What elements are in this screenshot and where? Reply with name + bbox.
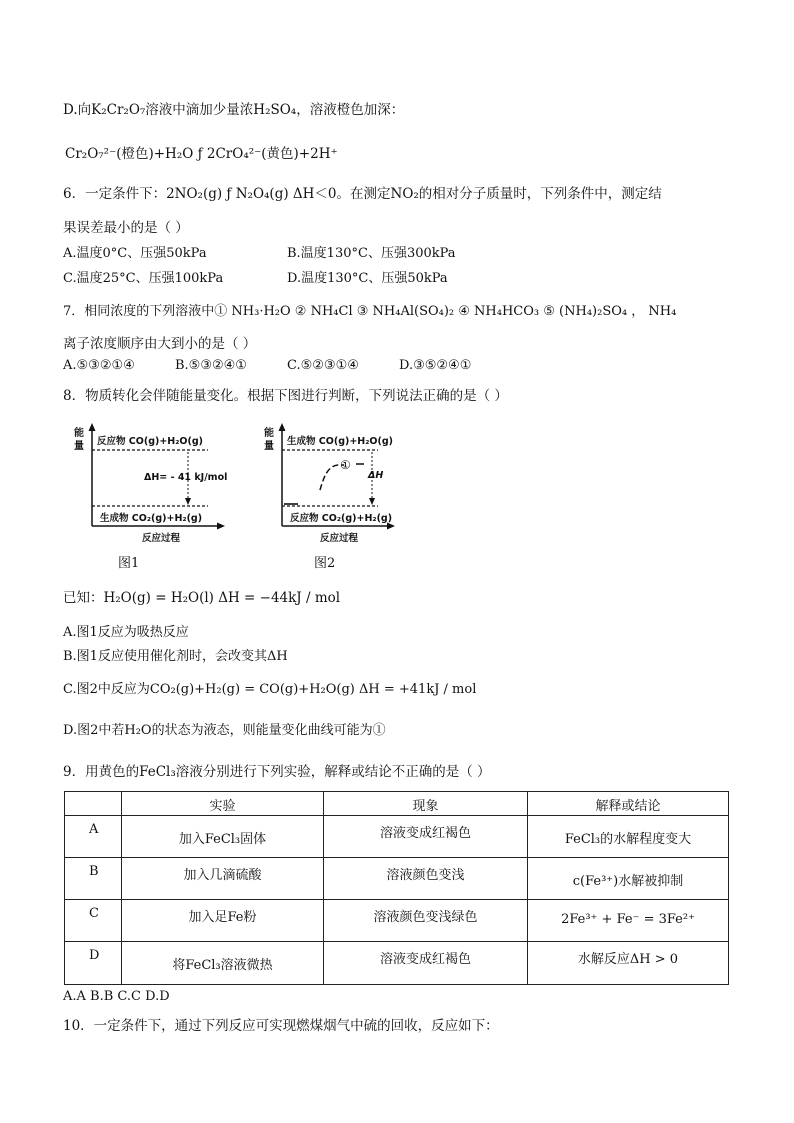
q7-stem-line1: 7．相同浓度的下列溶液中① NH₃·H₂O ② NH₄Cl ③ NH₄Al(SO₄)₂ ④ NH₄HCO₃ ⑤ (NH₄)₂SO₄ ， NH₄ <box>63 304 677 319</box>
table-cell: 2Fe³⁺ + Fe⁻ = 3Fe²⁺ <box>528 900 728 942</box>
fig1-top-level-label: 反应物 CO(g)+H₂O(g) <box>97 436 203 447</box>
table-cell: 溶液变成红褐色 <box>324 942 528 984</box>
table-cell: 加入FeCl₃固体 <box>122 816 324 858</box>
fig2-bottom-level-label: 反应物 CO₂(g)+H₂(g) <box>290 513 393 524</box>
q7-option-d: D.③⑤②④① <box>399 358 472 373</box>
q6-stem-line2: 果误差最小的是（ ） <box>63 220 189 236</box>
table-header-cell <box>65 792 122 816</box>
table-cell: 水解反应ΔH > 0 <box>577 952 679 967</box>
q6-stem-line1: 6．一定条件下：2NO₂(g) ƒ N₂O₄(g) ΔH＜0。在测定NO₂的相对分子质量时，下列条件中，测定结 <box>63 186 662 202</box>
q6-option-a: A.温度0°C、压强50kPa <box>63 246 207 261</box>
table-cell: 加入几滴硫酸 <box>122 858 324 900</box>
table-cell: c(Fe³⁺)水解被抑制 <box>528 858 728 900</box>
table-cell: 溶液颜色变浅绿色 <box>324 900 528 942</box>
fig1-x-label: 反应过程 <box>142 533 181 544</box>
table-cell: 将FeCl₃溶液微热 <box>122 942 324 984</box>
fig2-caption: 图2 <box>314 556 336 571</box>
q6-option-c: C.温度25°C、压强100kPa <box>63 271 224 286</box>
fig1-y-label-bottom: 量 <box>74 441 84 452</box>
q9-stem: 9．用黄色的FeCl₃溶液分别进行下列实验，解释或结论不正确的是（ ） <box>63 764 491 780</box>
q8-option-a: A.图1反应为吸热反应 <box>63 625 189 640</box>
q9-table <box>64 791 729 985</box>
figure-1 <box>70 418 230 548</box>
table-row-label: D <box>65 942 122 984</box>
fig1-bottom-level-label: 生成物 CO₂(g)+H₂(g) <box>100 513 203 524</box>
table-header-cell: 现象 <box>324 792 528 816</box>
q7-option-a: A.⑤③②①④ <box>63 358 135 373</box>
option-d-text: D.向K₂Cr₂O₇溶液中滴加少量浓H₂SO₄，溶液橙色加深： <box>63 102 405 118</box>
fig1-y-label-top: 能 <box>74 428 84 439</box>
fig1-caption: 图1 <box>118 556 140 571</box>
fig2-curve-label: ① <box>340 458 351 472</box>
q8-stem: 8．物质转化会伴随能量变化。根据下图进行判断，下列说法正确的是（ ） <box>63 388 508 404</box>
figure-2 <box>260 418 400 548</box>
q7-option-c: C.⑤②③①④ <box>287 358 359 373</box>
table-cell: 加入足Fe粉 <box>122 900 324 942</box>
q6-option-b: B.温度130°C、压强300kPa <box>287 246 456 261</box>
table-header-cell: 实验 <box>122 792 324 816</box>
table-row-label: C <box>65 900 122 942</box>
fig2-top-level-label: 生成物 CO(g)+H₂O(g) <box>287 436 393 447</box>
q7-stem-line2: 离子浓度顺序由大到小的是（ ） <box>63 336 257 352</box>
table-row-label: A <box>65 816 122 858</box>
fig2-x-label: 反应过程 <box>320 533 359 544</box>
known-condition: 已知：H₂O(g) = H₂O(l) ΔH = −44kJ / mol <box>63 590 341 606</box>
q10-stem: 10．一定条件下，通过下列反应可实现燃煤烟气中硫的回收，反应如下： <box>63 1018 499 1034</box>
table-row-label: B <box>65 858 122 900</box>
q9-options: A.A B.B C.C D.D <box>63 989 170 1004</box>
q8-option-c: C.图2中反应为CO₂(g)+H₂(g) = CO(g)+H₂O(g) ΔH = +41kJ / mol <box>63 682 477 697</box>
q6-option-d: D.温度130°C、压强50kPa <box>287 271 448 286</box>
fig2-dh-label: ΔH <box>368 470 384 481</box>
q8-option-d: D.图2中若H₂O的状态为液态，则能量变化曲线可能为① <box>63 723 386 738</box>
table-header-cell: 解释或结论 <box>528 792 728 816</box>
option-d-equation: Cr₂O₇²⁻(橙色)+H₂O ƒ 2CrO₄²⁻(黄色)+2H⁺ <box>65 146 338 162</box>
table-cell: FeCl₃的水解程度变大 <box>528 816 728 858</box>
fig2-y-label-bottom: 量 <box>264 441 274 452</box>
table-cell: 溶液变成红褐色 <box>324 816 528 858</box>
fig2-y-label-top: 能 <box>264 428 274 439</box>
q8-option-b: B.图1反应使用催化剂时，会改变其ΔH <box>63 649 288 664</box>
table-cell: 溶液颜色变浅 <box>324 858 528 900</box>
fig1-dh-label: ΔH= - 41 kJ/mol <box>144 472 228 483</box>
q7-option-b: B.⑤③②④① <box>175 358 247 373</box>
